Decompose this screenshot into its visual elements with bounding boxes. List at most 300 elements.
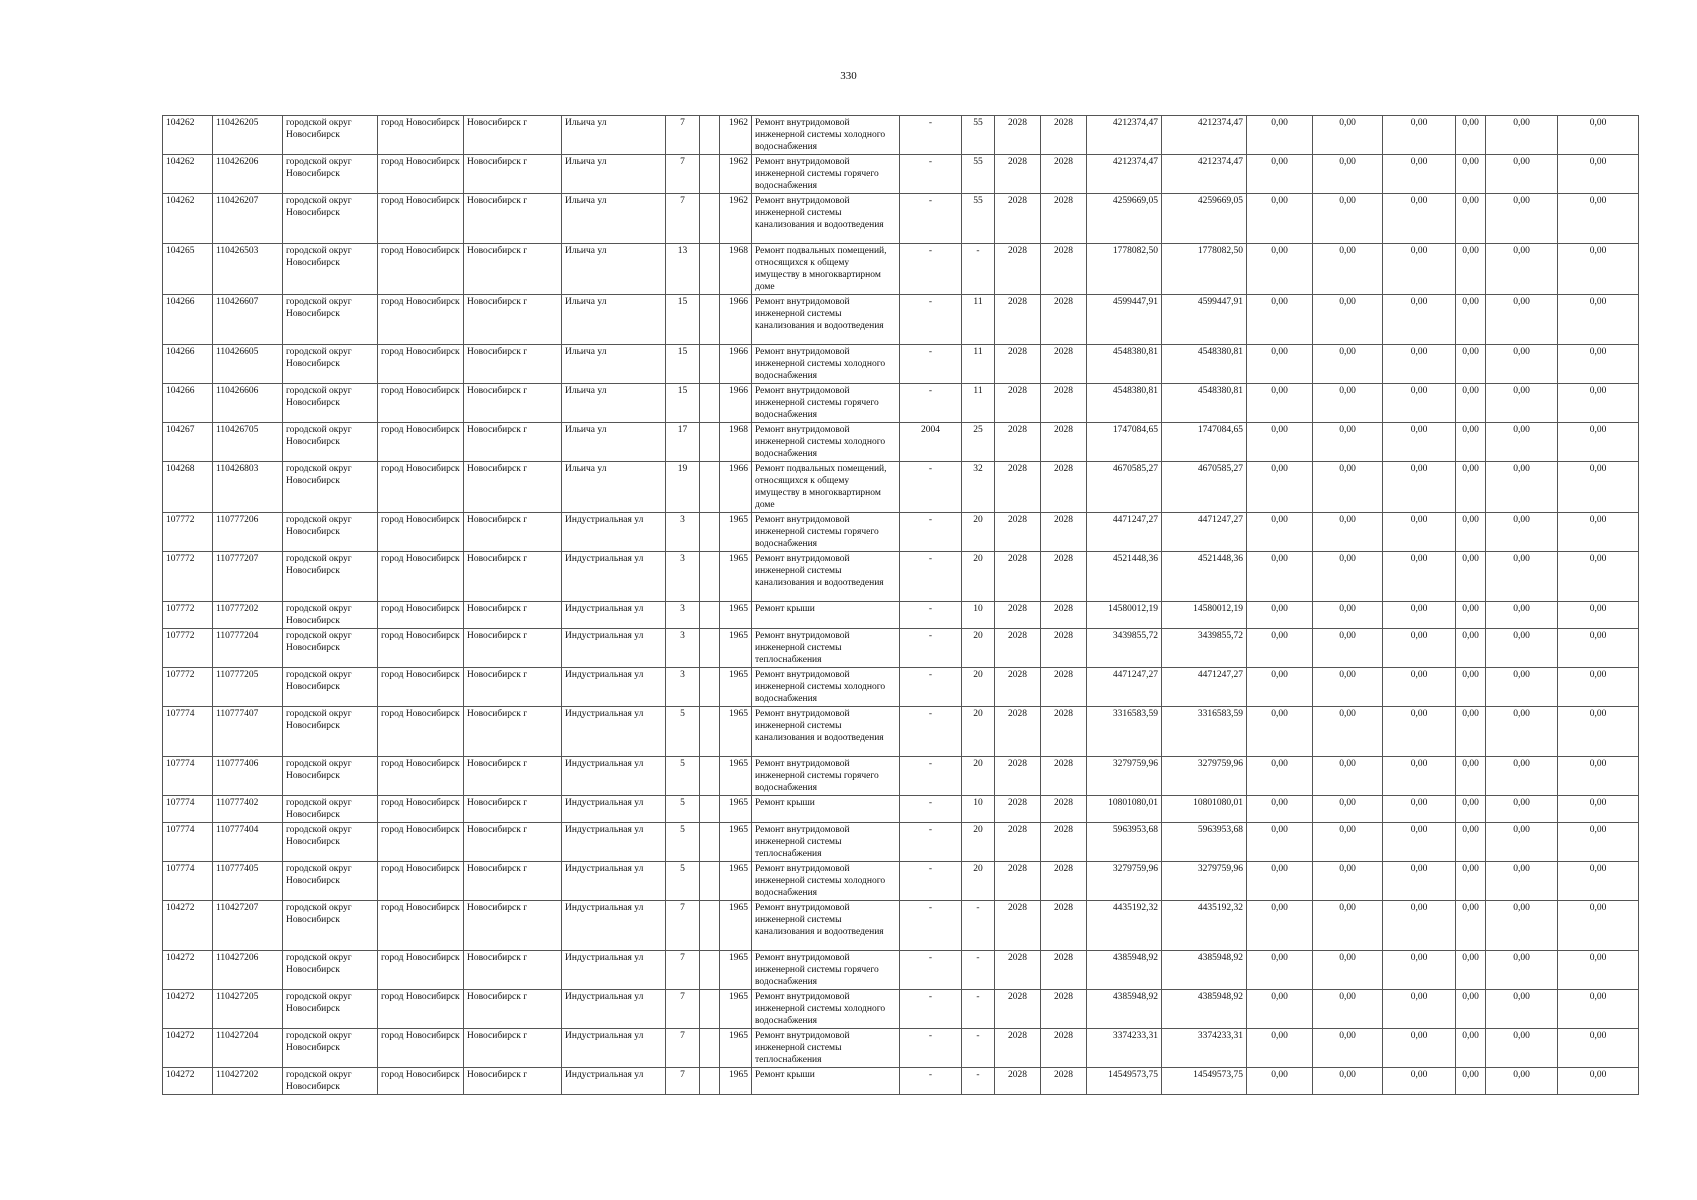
cell-house-number: 7 [666,951,700,990]
cell-record-id: 107772 [163,668,213,707]
cell-build-year: 1966 [720,295,752,345]
cell-total-cost: 3316583,59 [1087,707,1162,757]
table-row [163,757,1639,796]
cell-cost-other: 0,00 [1558,295,1639,345]
cell-cost-other: 0,00 [1558,668,1639,707]
cell-work-id: 110426605 [213,345,283,384]
cell-work-id: 110426803 [213,462,283,513]
cell-municipality: городской округ Новосибирск [283,194,378,244]
cell-street: Индустриальная ул [562,951,666,990]
table-row [163,823,1639,862]
cell-settlement: город Новосибирск [378,116,464,155]
cell-wear-percent: 10 [962,796,995,823]
cell-cost-other: 0,00 [1558,951,1639,990]
cell-cost-local: 0,00 [1383,1068,1456,1095]
cell-cost-owners-min: 0,00 [1456,116,1486,155]
cell-build-year: 1965 [720,552,752,602]
cell-municipality: городской округ Новосибирск [283,1068,378,1095]
cell-work-id: 110777404 [213,823,283,862]
cell-total-cost: 4548380,81 [1087,345,1162,384]
cell-cost-federal: 0,00 [1247,384,1313,423]
cell-street: Индустриальная ул [562,513,666,552]
cell-cost-regional: 0,00 [1313,552,1383,602]
cell-cost-federal: 0,00 [1247,1068,1313,1095]
cell-plan-year-end: 2028 [1041,244,1087,295]
cell-total-cost: 3279759,96 [1087,757,1162,796]
cell-cost-federal: 0,00 [1247,862,1313,901]
cell-cost-federal: 0,00 [1247,1029,1313,1068]
cell-plan-year-end: 2028 [1041,796,1087,823]
cell-plan-year-end: 2028 [1041,668,1087,707]
cell-cost-other: 0,00 [1558,244,1639,295]
cell-build-year: 1965 [720,707,752,757]
cell-street: Индустриальная ул [562,862,666,901]
cell-last-repair-year: - [900,629,962,668]
cell-cost-owners-min: 0,00 [1456,668,1486,707]
cell-cost-other: 0,00 [1558,155,1639,194]
cell-cost-federal: 0,00 [1247,668,1313,707]
cell-last-repair-year: - [900,990,962,1029]
cell-street: Ильича ул [562,423,666,462]
cell-cost-other: 0,00 [1558,796,1639,823]
cell-building [700,116,720,155]
cell-locality: Новосибирск г [464,244,562,295]
cell-cost-owners-extra: 0,00 [1486,423,1558,462]
table-row [163,423,1639,462]
cell-cost-owners-min: 0,00 [1456,707,1486,757]
cell-cost-local: 0,00 [1383,384,1456,423]
cell-cost-local: 0,00 [1383,823,1456,862]
cell-plan-year-end: 2028 [1041,1029,1087,1068]
cell-house-number: 7 [666,116,700,155]
cell-locality: Новосибирск г [464,990,562,1029]
cell-last-repair-year: - [900,244,962,295]
cell-building [700,901,720,951]
cell-cost-local: 0,00 [1383,990,1456,1029]
cell-record-id: 107772 [163,513,213,552]
cell-work-id: 110426607 [213,295,283,345]
cell-wear-percent: 20 [962,862,995,901]
cell-record-id: 104267 [163,423,213,462]
cell-cost-owners-extra: 0,00 [1486,602,1558,629]
cell-build-year: 1968 [720,244,752,295]
cell-plan-year-end: 2028 [1041,155,1087,194]
table-row [163,462,1639,513]
cell-municipality: городской округ Новосибирск [283,629,378,668]
cell-settlement: город Новосибирск [378,1068,464,1095]
cell-last-repair-year: - [900,155,962,194]
cell-record-id: 104266 [163,384,213,423]
cell-build-year: 1965 [720,629,752,668]
cell-cost-regional: 0,00 [1313,668,1383,707]
cell-plan-year-end: 2028 [1041,345,1087,384]
cell-work-type: Ремонт внутридомовой инженерной системы теплоснабжения [752,823,900,862]
cell-build-year: 1966 [720,384,752,423]
cell-plan-year-start: 2028 [995,951,1041,990]
cell-build-year: 1962 [720,194,752,244]
cell-cost-regional-fund: 4599447,91 [1162,295,1247,345]
cell-cost-other: 0,00 [1558,423,1639,462]
cell-cost-owners-min: 0,00 [1456,796,1486,823]
cell-work-id: 110427204 [213,1029,283,1068]
cell-last-repair-year: 2004 [900,423,962,462]
cell-plan-year-start: 2028 [995,116,1041,155]
cell-build-year: 1965 [720,990,752,1029]
cell-wear-percent: 55 [962,194,995,244]
cell-cost-owners-min: 0,00 [1456,990,1486,1029]
cell-building [700,295,720,345]
cell-record-id: 104272 [163,1068,213,1095]
cell-plan-year-end: 2028 [1041,602,1087,629]
cell-work-id: 110426705 [213,423,283,462]
cell-plan-year-end: 2028 [1041,513,1087,552]
cell-build-year: 1965 [720,668,752,707]
cell-building [700,990,720,1029]
cell-wear-percent: 20 [962,629,995,668]
cell-cost-regional: 0,00 [1313,602,1383,629]
cell-street: Индустриальная ул [562,707,666,757]
cell-cost-other: 0,00 [1558,462,1639,513]
cell-cost-owners-extra: 0,00 [1486,552,1558,602]
cell-cost-local: 0,00 [1383,668,1456,707]
cell-record-id: 107774 [163,707,213,757]
cell-building [700,345,720,384]
cell-cost-other: 0,00 [1558,552,1639,602]
cell-total-cost: 4521448,36 [1087,552,1162,602]
cell-cost-local: 0,00 [1383,951,1456,990]
cell-cost-regional-fund: 3374233,31 [1162,1029,1247,1068]
cell-plan-year-start: 2028 [995,295,1041,345]
cell-work-id: 110777205 [213,668,283,707]
cell-locality: Новосибирск г [464,155,562,194]
table-row [163,862,1639,901]
cell-work-type: Ремонт внутридомовой инженерной системы канализования и водоотведения [752,707,900,757]
cell-cost-federal: 0,00 [1247,244,1313,295]
cell-cost-regional: 0,00 [1313,629,1383,668]
cell-wear-percent: 10 [962,602,995,629]
cell-total-cost: 4599447,91 [1087,295,1162,345]
cell-locality: Новосибирск г [464,462,562,513]
cell-build-year: 1962 [720,116,752,155]
cell-municipality: городской округ Новосибирск [283,384,378,423]
cell-house-number: 15 [666,384,700,423]
cell-cost-owners-extra: 0,00 [1486,194,1558,244]
cell-house-number: 7 [666,1029,700,1068]
cell-record-id: 107772 [163,629,213,668]
cell-build-year: 1962 [720,155,752,194]
cell-building [700,423,720,462]
table-row [163,707,1639,757]
cell-last-repair-year: - [900,901,962,951]
cell-wear-percent: - [962,1029,995,1068]
cell-cost-regional-fund: 1747084,65 [1162,423,1247,462]
cell-cost-regional-fund: 5963953,68 [1162,823,1247,862]
cell-total-cost: 10801080,01 [1087,796,1162,823]
cell-work-id: 110427207 [213,901,283,951]
cell-cost-federal: 0,00 [1247,757,1313,796]
cell-locality: Новосибирск г [464,116,562,155]
cell-cost-owners-extra: 0,00 [1486,823,1558,862]
cell-last-repair-year: - [900,194,962,244]
cell-record-id: 104272 [163,951,213,990]
cell-cost-owners-extra: 0,00 [1486,629,1558,668]
cell-total-cost: 3439855,72 [1087,629,1162,668]
cell-work-id: 110426503 [213,244,283,295]
cell-settlement: город Новосибирск [378,194,464,244]
cell-cost-owners-min: 0,00 [1456,345,1486,384]
cell-plan-year-end: 2028 [1041,295,1087,345]
cell-cost-regional: 0,00 [1313,345,1383,384]
cell-locality: Новосибирск г [464,552,562,602]
cell-building [700,462,720,513]
cell-work-id: 110777405 [213,862,283,901]
cell-locality: Новосибирск г [464,951,562,990]
cell-house-number: 7 [666,155,700,194]
cell-wear-percent: 55 [962,155,995,194]
cell-municipality: городской округ Новосибирск [283,423,378,462]
cell-plan-year-start: 2028 [995,862,1041,901]
cell-plan-year-start: 2028 [995,513,1041,552]
cell-locality: Новосибирск г [464,194,562,244]
cell-building [700,862,720,901]
cell-cost-federal: 0,00 [1247,707,1313,757]
cell-street: Индустриальная ул [562,823,666,862]
cell-cost-owners-extra: 0,00 [1486,155,1558,194]
table-row [163,1029,1639,1068]
cell-settlement: город Новосибирск [378,901,464,951]
cell-house-number: 5 [666,757,700,796]
cell-cost-regional: 0,00 [1313,295,1383,345]
cell-cost-owners-extra: 0,00 [1486,990,1558,1029]
cell-building [700,1068,720,1095]
cell-work-id: 110777206 [213,513,283,552]
cell-wear-percent: 11 [962,384,995,423]
table-row [163,901,1639,951]
cell-build-year: 1965 [720,1029,752,1068]
cell-cost-owners-min: 0,00 [1456,629,1486,668]
table-row [163,668,1639,707]
cell-work-id: 110777202 [213,602,283,629]
cell-settlement: город Новосибирск [378,668,464,707]
cell-work-type: Ремонт внутридомовой инженерной системы холодного водоснабжения [752,423,900,462]
table-row [163,194,1639,244]
cell-wear-percent: - [962,990,995,1029]
table-row [163,629,1639,668]
cell-settlement: город Новосибирск [378,423,464,462]
cell-plan-year-start: 2028 [995,1068,1041,1095]
cell-building [700,757,720,796]
cell-municipality: городской округ Новосибирск [283,295,378,345]
cell-last-repair-year: - [900,823,962,862]
cell-total-cost: 4385948,92 [1087,990,1162,1029]
cell-house-number: 7 [666,1068,700,1095]
cell-cost-local: 0,00 [1383,194,1456,244]
table-row [163,116,1639,155]
cell-settlement: город Новосибирск [378,513,464,552]
table-row [163,155,1639,194]
cell-cost-regional-fund: 3316583,59 [1162,707,1247,757]
cell-cost-regional-fund: 4385948,92 [1162,951,1247,990]
cell-cost-other: 0,00 [1558,602,1639,629]
cell-last-repair-year: - [900,295,962,345]
cell-municipality: городской округ Новосибирск [283,552,378,602]
cell-building [700,796,720,823]
table-row [163,384,1639,423]
cell-cost-owners-min: 0,00 [1456,951,1486,990]
cell-work-id: 110427205 [213,990,283,1029]
cell-building [700,951,720,990]
cell-cost-owners-min: 0,00 [1456,757,1486,796]
cell-build-year: 1965 [720,796,752,823]
table-row [163,244,1639,295]
cell-settlement: город Новосибирск [378,602,464,629]
cell-record-id: 104265 [163,244,213,295]
cell-settlement: город Новосибирск [378,155,464,194]
table-row [163,951,1639,990]
cell-cost-owners-extra: 0,00 [1486,757,1558,796]
cell-cost-regional: 0,00 [1313,707,1383,757]
cell-settlement: город Новосибирск [378,796,464,823]
cell-municipality: городской округ Новосибирск [283,668,378,707]
cell-wear-percent: 20 [962,552,995,602]
cell-work-type: Ремонт внутридомовой инженерной системы холодного водоснабжения [752,862,900,901]
cell-work-id: 110426206 [213,155,283,194]
cell-work-id: 110426606 [213,384,283,423]
cell-street: Ильича ул [562,295,666,345]
cell-house-number: 7 [666,990,700,1029]
cell-street: Ильича ул [562,116,666,155]
cell-plan-year-end: 2028 [1041,990,1087,1029]
cell-cost-other: 0,00 [1558,707,1639,757]
cell-house-number: 5 [666,796,700,823]
cell-last-repair-year: - [900,116,962,155]
cell-plan-year-start: 2028 [995,1029,1041,1068]
cell-cost-local: 0,00 [1383,757,1456,796]
cell-record-id: 107774 [163,757,213,796]
cell-cost-regional: 0,00 [1313,823,1383,862]
cell-wear-percent: - [962,244,995,295]
cell-work-type: Ремонт внутридомовой инженерной системы горячего водоснабжения [752,513,900,552]
cell-plan-year-end: 2028 [1041,629,1087,668]
cell-cost-other: 0,00 [1558,823,1639,862]
cell-plan-year-end: 2028 [1041,862,1087,901]
cell-cost-owners-extra: 0,00 [1486,295,1558,345]
cell-street: Ильича ул [562,244,666,295]
cell-plan-year-start: 2028 [995,823,1041,862]
cell-house-number: 3 [666,602,700,629]
cell-settlement: город Новосибирск [378,757,464,796]
cell-municipality: городской округ Новосибирск [283,951,378,990]
cell-settlement: город Новосибирск [378,823,464,862]
cell-building [700,1029,720,1068]
cell-cost-regional-fund: 4212374,47 [1162,155,1247,194]
cell-cost-federal: 0,00 [1247,951,1313,990]
cell-settlement: город Новосибирск [378,862,464,901]
register-body [163,116,1639,1095]
cell-house-number: 3 [666,668,700,707]
cell-locality: Новосибирск г [464,629,562,668]
cell-plan-year-start: 2028 [995,602,1041,629]
cell-last-repair-year: - [900,862,962,901]
cell-cost-owners-extra: 0,00 [1486,901,1558,951]
cell-settlement: город Новосибирск [378,552,464,602]
cell-street: Индустриальная ул [562,629,666,668]
table-row [163,345,1639,384]
cell-street: Индустриальная ул [562,552,666,602]
cell-cost-regional: 0,00 [1313,990,1383,1029]
capital-repair-register-table [162,115,1639,1095]
cell-work-type: Ремонт внутридомовой инженерной системы горячего водоснабжения [752,951,900,990]
cell-last-repair-year: - [900,345,962,384]
cell-cost-federal: 0,00 [1247,116,1313,155]
cell-cost-owners-extra: 0,00 [1486,513,1558,552]
cell-plan-year-end: 2028 [1041,951,1087,990]
cell-cost-federal: 0,00 [1247,295,1313,345]
cell-cost-local: 0,00 [1383,155,1456,194]
cell-plan-year-end: 2028 [1041,116,1087,155]
cell-work-type: Ремонт подвальных помещений, относящихся к общему имуществу в многоквартирном доме [752,244,900,295]
cell-work-id: 110777407 [213,707,283,757]
cell-street: Ильича ул [562,155,666,194]
cell-house-number: 19 [666,462,700,513]
cell-house-number: 7 [666,194,700,244]
table-row [163,602,1639,629]
cell-cost-owners-min: 0,00 [1456,295,1486,345]
cell-cost-regional-fund: 3439855,72 [1162,629,1247,668]
cell-house-number: 15 [666,345,700,384]
cell-cost-federal: 0,00 [1247,345,1313,384]
cell-last-repair-year: - [900,796,962,823]
cell-cost-other: 0,00 [1558,990,1639,1029]
cell-street: Индустриальная ул [562,757,666,796]
page-number: 330 [840,70,857,82]
cell-plan-year-end: 2028 [1041,423,1087,462]
cell-plan-year-start: 2028 [995,901,1041,951]
cell-cost-regional-fund: 4212374,47 [1162,116,1247,155]
cell-work-type: Ремонт внутридомовой инженерной системы холодного водоснабжения [752,668,900,707]
cell-cost-owners-extra: 0,00 [1486,384,1558,423]
cell-plan-year-end: 2028 [1041,462,1087,513]
cell-building [700,629,720,668]
cell-wear-percent: 55 [962,116,995,155]
cell-wear-percent: 11 [962,295,995,345]
cell-wear-percent: 20 [962,707,995,757]
cell-total-cost: 3374233,31 [1087,1029,1162,1068]
cell-house-number: 5 [666,707,700,757]
cell-work-id: 110427202 [213,1068,283,1095]
cell-work-type: Ремонт внутридомовой инженерной системы канализования и водоотведения [752,194,900,244]
cell-municipality: городской округ Новосибирск [283,757,378,796]
table-row [163,513,1639,552]
cell-house-number: 3 [666,629,700,668]
cell-last-repair-year: - [900,384,962,423]
cell-total-cost: 4212374,47 [1087,155,1162,194]
cell-work-type: Ремонт внутридомовой инженерной системы холодного водоснабжения [752,990,900,1029]
cell-last-repair-year: - [900,462,962,513]
cell-plan-year-start: 2028 [995,707,1041,757]
cell-cost-regional: 0,00 [1313,384,1383,423]
cell-settlement: город Новосибирск [378,1029,464,1068]
cell-cost-federal: 0,00 [1247,155,1313,194]
cell-cost-owners-min: 0,00 [1456,194,1486,244]
cell-plan-year-start: 2028 [995,462,1041,513]
cell-last-repair-year: - [900,552,962,602]
cell-wear-percent: 25 [962,423,995,462]
cell-cost-owners-extra: 0,00 [1486,668,1558,707]
cell-build-year: 1965 [720,1068,752,1095]
cell-cost-regional: 0,00 [1313,462,1383,513]
cell-wear-percent: 20 [962,823,995,862]
